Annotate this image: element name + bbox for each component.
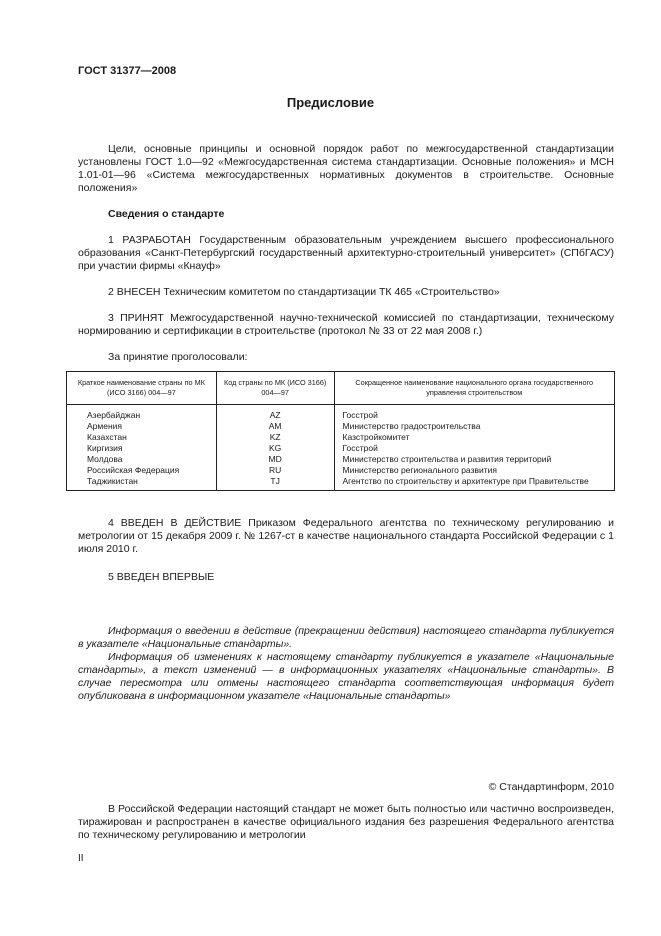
header-country-name: Краткое наименование страны по МК (ИСО 3166) 004—97 — [67, 372, 217, 405]
authority-name: Министерство градостроительства — [334, 421, 614, 432]
country-name: Киргизия — [67, 443, 217, 454]
country-code: TJ — [216, 476, 334, 491]
table-header-row — [67, 372, 615, 405]
country-code: AZ — [216, 405, 334, 422]
table-row — [67, 405, 615, 422]
document-code: ГОСТ 31377—2008 — [78, 65, 177, 77]
authority-name: Министерство регионального развития — [334, 465, 614, 476]
copyright: © Стандартинформ, 2010 — [488, 781, 614, 793]
country-name: Казахстан — [67, 432, 217, 443]
table-row — [67, 476, 615, 491]
header-country-code: Код страны по МК (ИСО 3166) 004—97 — [216, 372, 334, 405]
item-4-paragraph: 4 ВВЕДЕН В ДЕЙСТВИЕ Приказом Федерального агентства по техническому регулированию и метрологии от 15 декабря 2009 г. № 1267-ст в качестве национального стандарта Российской Федерации с 1 июля 2010 г. — [78, 517, 614, 555]
country-name: Молдова — [67, 454, 217, 465]
intro-paragraph: Цели, основные принципы и основной порядок работ по межгосударственной стандартизации установлены ГОСТ 1.0—92 «Межгосударственная система стандартизации. Основные положения» и МСН 1.01-01—96 «Система межгосударственных нормативных документов в строительстве. Основные положения» — [78, 143, 614, 194]
voting-table — [66, 371, 615, 491]
table-row — [67, 465, 615, 476]
header-authority: Сокращенное наименование национального органа государственного управления строительством — [334, 372, 614, 405]
authority-name: Госстрой — [334, 405, 614, 422]
item-1-paragraph: 1 РАЗРАБОТАН Государственным образовательным учреждением высшего профессионального образования «Санкт-Петербургский государственный архитектурно-строительный университет» (СПбГАСУ) при участии фирмы «Кнауф» — [78, 234, 614, 272]
voting-label: За принятие проголосовали: — [108, 351, 248, 363]
country-code: AM — [216, 421, 334, 432]
reproduction-notice: В Российской Федерации настоящий стандарт не может быть полностью или частично воспроизведен, тиражирован и распространен в качестве официального издания без разрешения Федерального агентства по техническому регулированию и метрологии — [78, 803, 614, 841]
page-number: II — [78, 853, 84, 864]
info-note-1: Информация о введении в действие (прекращении действия) настоящего стандарта публикуется в указателе «Национальные стандарты». — [78, 625, 614, 650]
country-code: RU — [216, 465, 334, 476]
section-heading: Сведения о стандарте — [108, 208, 225, 220]
authority-name: Министерство строительства и развития территорий — [334, 454, 614, 465]
country-code: KZ — [216, 432, 334, 443]
country-name: Таджикистан — [67, 476, 217, 491]
page-title: Предисловие — [286, 95, 375, 110]
table-row — [67, 454, 615, 465]
authority-name: Казстройкомитет — [334, 432, 614, 443]
authority-name: Госстрой — [334, 443, 614, 454]
country-name: Российская Федерация — [67, 465, 217, 476]
info-note-2: Информация об изменениях к настоящему стандарту публикуется в указателе «Национальные стандарты», а текст изменений — в информационных указателях «Национальные стандарты». В случае пересмотра или отмены настоящего стандарта соответствующая информация будет опубликована в информационном указателе «Национальные стандарты» — [78, 651, 614, 702]
item-3-paragraph: 3 ПРИНЯТ Межгосударственной научно-технической комиссией по стандартизации, техническому нормированию и сертификации в строительстве (протокол № 33 от 22 мая 2008 г.) — [78, 312, 614, 337]
country-code: MD — [216, 454, 334, 465]
country-name: Азербайджан — [67, 405, 217, 422]
table-row — [67, 421, 615, 432]
authority-name: Агентство по строительству и архитектуре при Правительстве — [334, 476, 614, 491]
item-2-paragraph: 2 ВНЕСЕН Техническим комитетом по стандартизации ТК 465 «Строительство» — [108, 286, 500, 298]
country-code: KG — [216, 443, 334, 454]
country-name: Армения — [67, 421, 217, 432]
table-row — [67, 443, 615, 454]
table-row — [67, 432, 615, 443]
item-5-paragraph: 5 ВВЕДЕН ВПЕРВЫЕ — [108, 571, 215, 583]
